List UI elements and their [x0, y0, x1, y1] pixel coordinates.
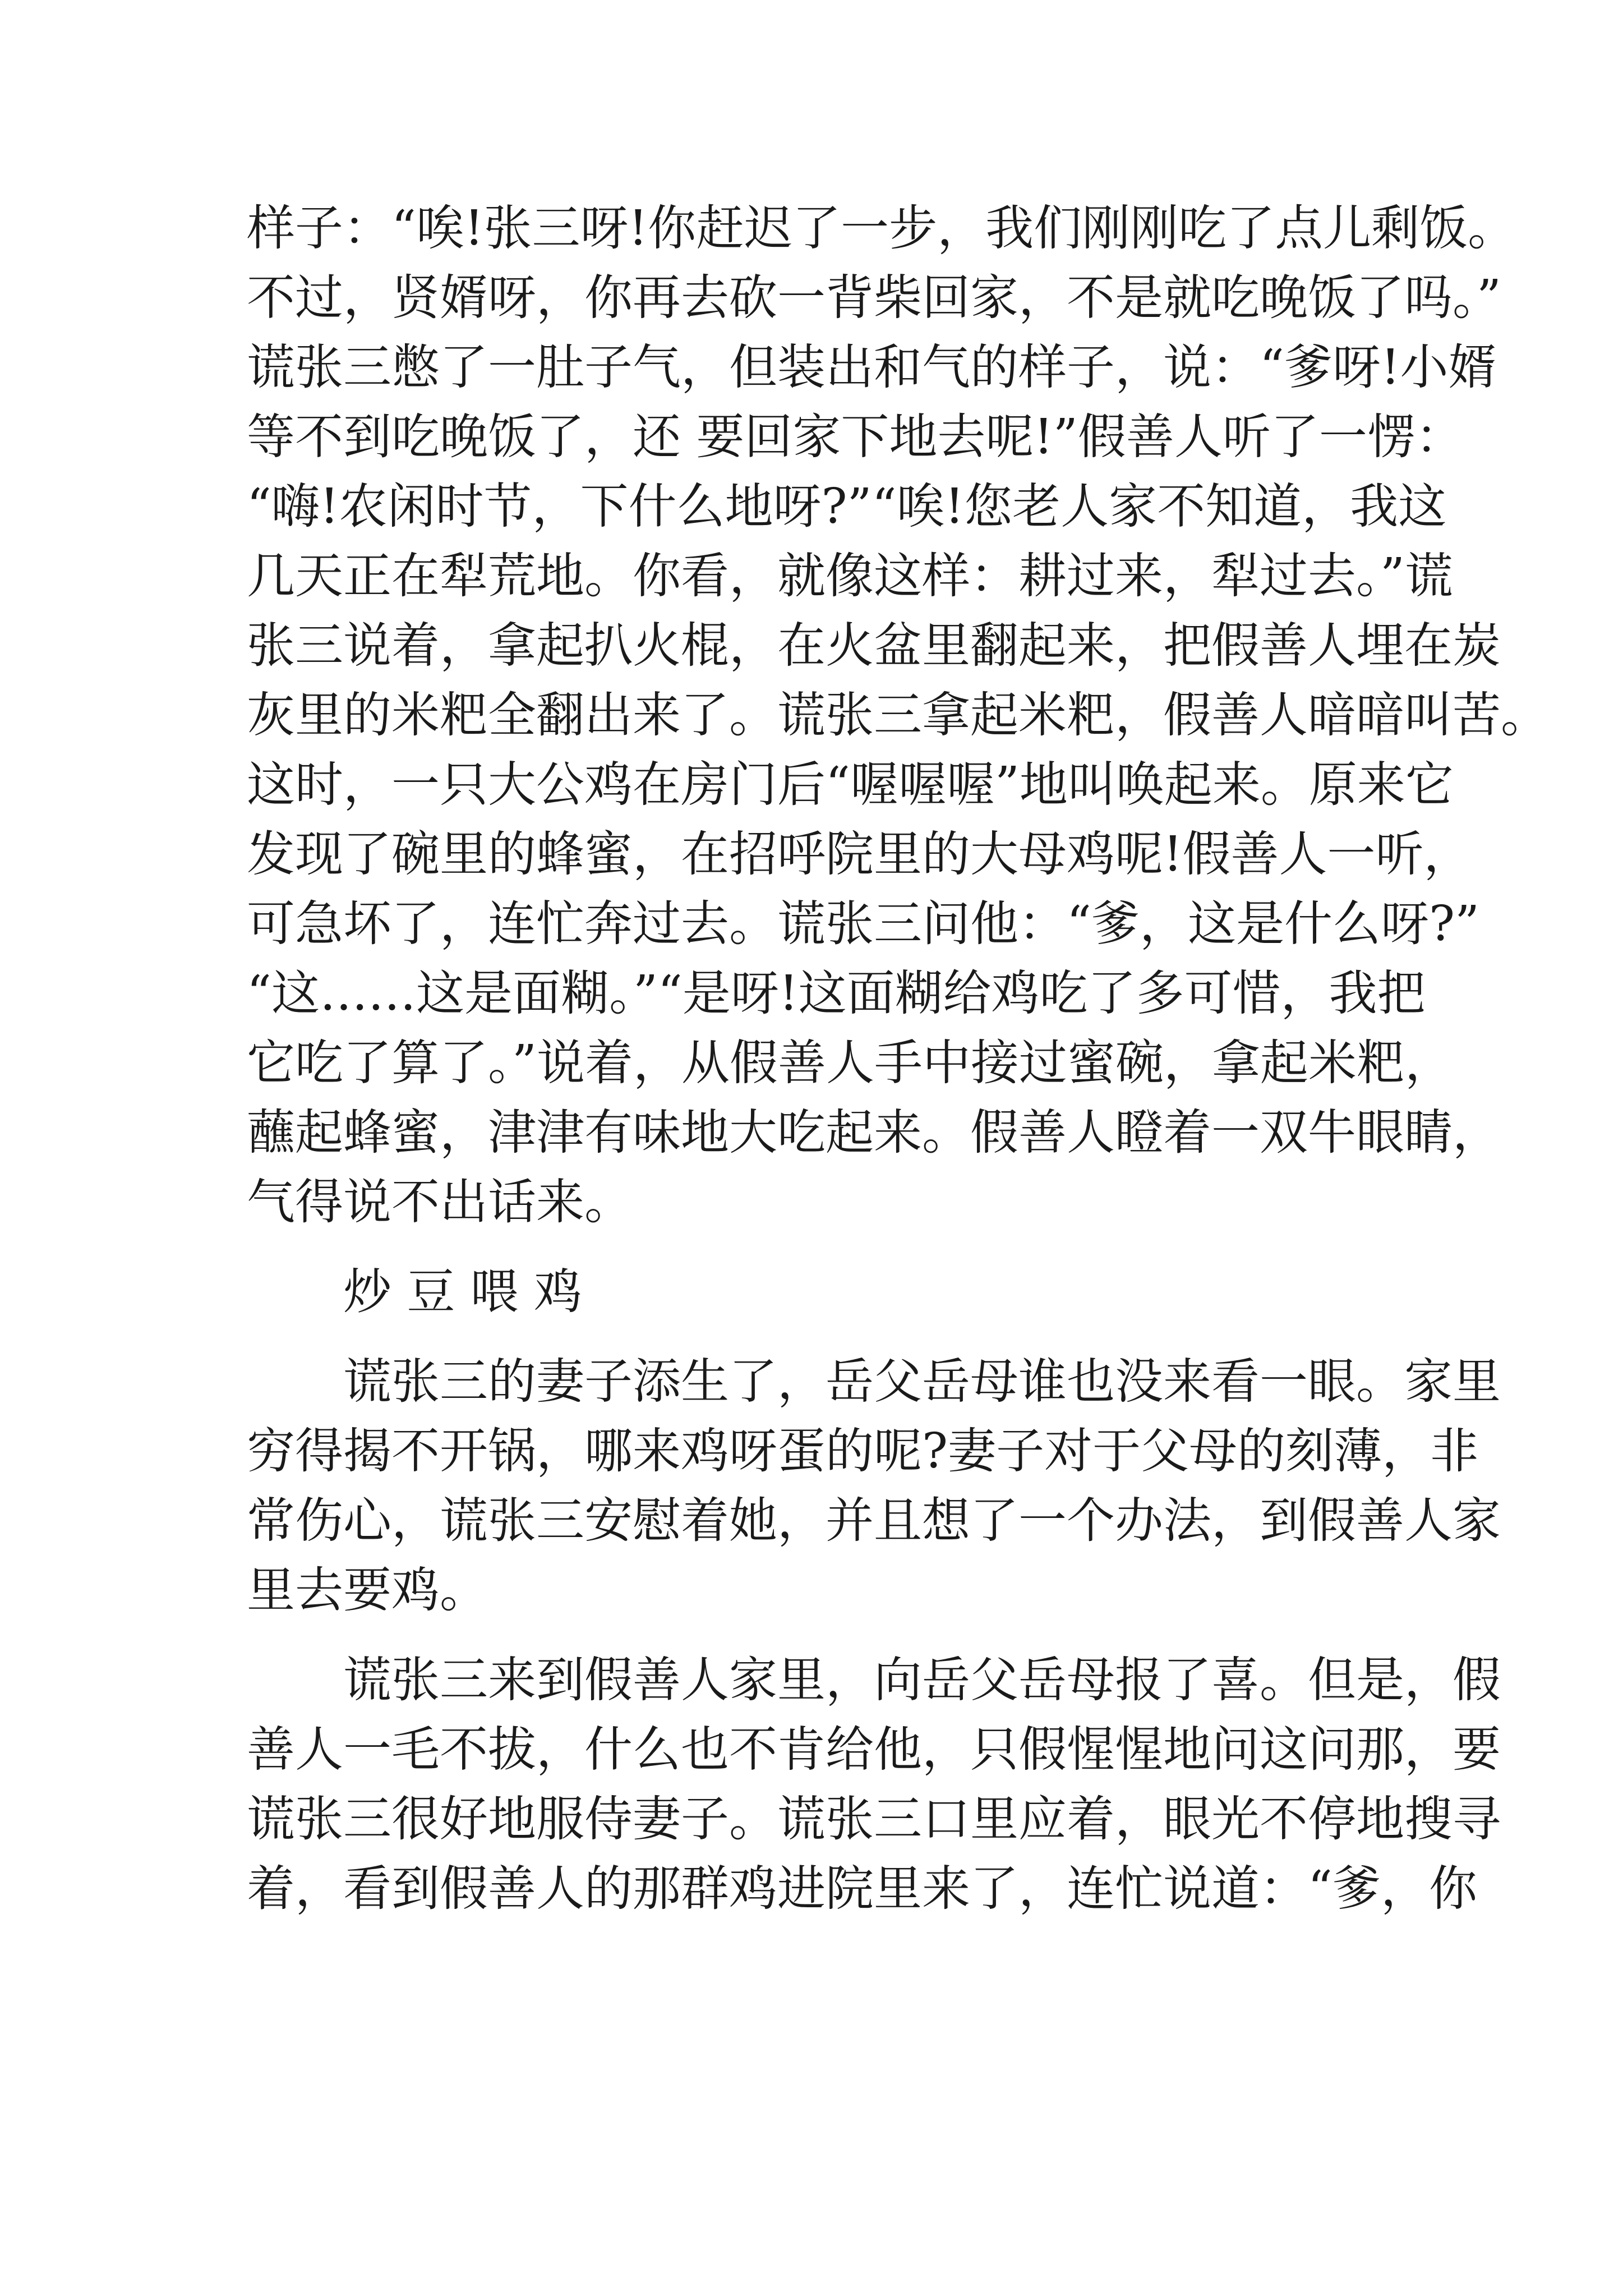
text-line: 气得说不出话来。: [247, 1174, 633, 1230]
text-line: 蘸起蜂蜜，津津有味地大吃起来。假善人瞪着一双牛眼睛，: [247, 1105, 1501, 1161]
text-line: 样子：“唉!张三呀!你赶迟了一步，我们刚刚吃了点儿剩饭。: [247, 200, 1516, 256]
text-line: 几天正在犁荒地。你看，就像这样：耕过来，犁过去。”谎: [247, 548, 1453, 604]
text-line: 常伤心，谎张三安慰着她，并且想了一个办法，到假善人家: [247, 1493, 1501, 1549]
text-line: 灰里的米粑全翻出来了。谎张三拿起米粑，假善人暗暗叫苦。: [247, 687, 1549, 743]
paragraph-continued: [247, 194, 1549, 1237]
text-line: 它吃了算了。”说着，从假善人手中接过蜜碗，拿起米粑，: [247, 1035, 1453, 1091]
paragraph: [247, 1645, 1501, 1924]
text-line: 谎张三很好地服侍妻子。谎张三口里应着，眼光不停地搜寻: [247, 1791, 1501, 1847]
text-line: 谎张三的妻子添生了，岳父岳母谁也没来看一眼。家里: [343, 1354, 1501, 1410]
text-line: 善人一毛不拔，什么也不肯给他，只假惺惺地问这问那，要: [247, 1722, 1501, 1778]
paragraph: [247, 1347, 1501, 1625]
spacer: [247, 1625, 1391, 1645]
text-line: “这……这是面糊。”“是呀!这面糊给鸡吃了多可惜，我把: [247, 965, 1426, 1022]
text-line: 里去要鸡。: [247, 1562, 488, 1618]
text-line: 等不到吃晚饭了，还 要回家下地去呢!”假善人听了一愣：: [247, 409, 1464, 465]
text-line: 穷得揭不开锅，哪来鸡呀蛋的呢?妻子对于父母的刻薄，非: [247, 1423, 1479, 1479]
text-line: 谎张三憋了一肚子气，但装出和气的样子，说：“爹呀!小婿: [247, 339, 1497, 395]
text-line: 谎张三来到假善人家里，向岳父岳母报了喜。但是，假: [343, 1652, 1501, 1708]
text-line: 发现了碗里的蜂蜜，在招呼院里的大母鸡呢!假善人一听，: [247, 826, 1472, 882]
text-line: 不过，贤婿呀，你再去砍一背柴回家，不是就吃晚饭了吗。”: [247, 270, 1501, 326]
text-line: “嗨!农闲时节，下什么地呀?”“唉!您老人家不知道，我这: [247, 478, 1447, 535]
section-title: 炒 豆 喂 鸡: [343, 1264, 583, 1320]
text-line: 这时，一只大公鸡在房门后“喔喔喔”地叫唤起来。原来它: [247, 757, 1454, 813]
text-line: 着，看到假善人的那群鸡进院里来了，连忙说道：“爹，你: [247, 1861, 1477, 1917]
text-line: 张三说着，拿起扒火棍，在火盆里翻起来，把假善人埋在炭: [247, 618, 1501, 674]
story-text: [247, 194, 1549, 1924]
spacer: [247, 1237, 1391, 1257]
spacer: [247, 1327, 1391, 1347]
text-line: 可急坏了，连忙奔过去。谎张三问他：“爹，这是什么呀?”: [247, 896, 1480, 952]
